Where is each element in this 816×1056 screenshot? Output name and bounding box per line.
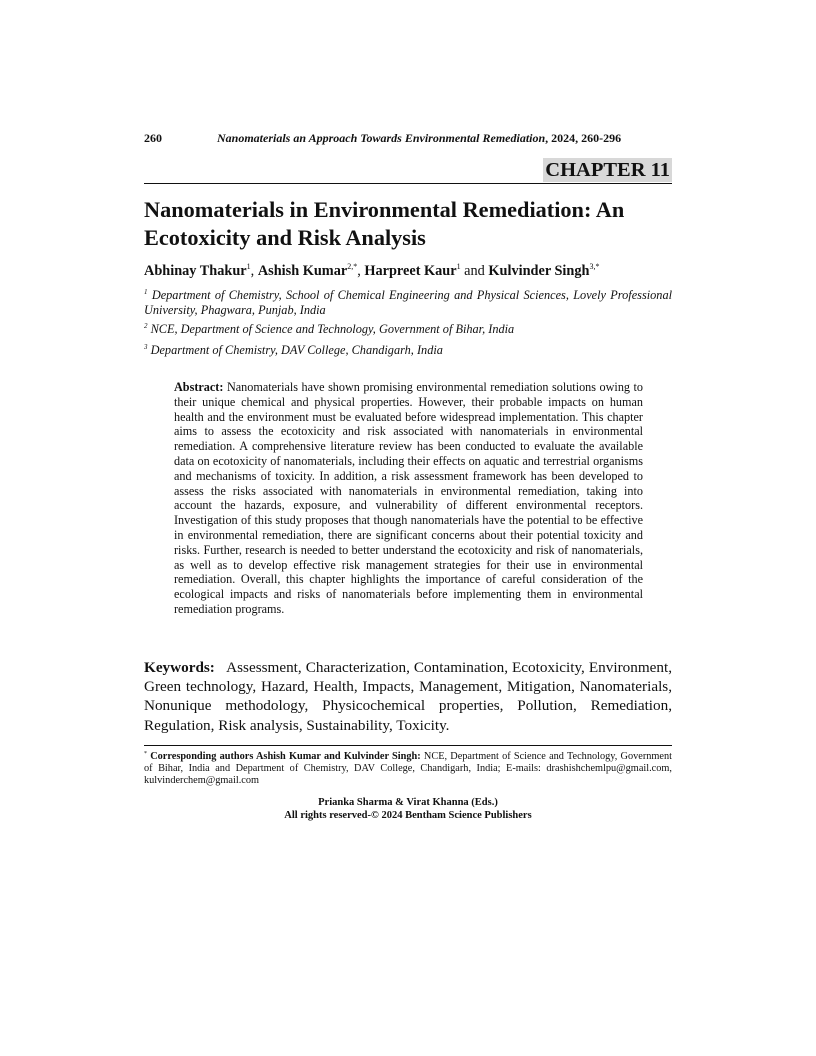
editors: Prianka Sharma & Virat Khanna (Eds.) <box>318 797 498 808</box>
author-name: Kulvinder Singh <box>488 263 590 279</box>
keywords-text: Assessment, Characterization, Contamination, Ecotoxicity, Environment, Green technology, Hazard, Health, Impacts, Management, Mitigation, Nanomaterials, Nonunique methodology, Physicochemical properties, Pollution, Remediation, Regulation, Risk analysis, Sustainability, Toxicity. <box>144 659 672 734</box>
affiliation-2 <box>144 319 672 337</box>
title-line-1: Nanomaterials in Environmental Remediation: An <box>144 197 625 222</box>
footnote-marker: * <box>144 751 147 757</box>
footnote-divider <box>144 745 672 746</box>
keywords-label: Keywords: <box>144 659 215 676</box>
affiliation-mark: 2 <box>144 322 148 330</box>
affiliation-mark: 3 <box>144 343 148 351</box>
affiliation-3 <box>144 340 672 358</box>
footnote <box>144 748 672 788</box>
author-affil-mark: 3,* <box>589 262 600 271</box>
author-affil-mark: 2,* <box>347 262 358 271</box>
abstract <box>174 380 643 617</box>
affiliation-text: Department of Chemistry, DAV College, Chandigarh, India <box>150 343 443 357</box>
affiliation-1 <box>144 285 672 318</box>
author-separator: and <box>460 263 489 279</box>
footnote-text: NCE, Department of Science and Technology, Government of Bihar, India and Department of Chemistry, DAV College, Chandigarh, India; E-mails: drashishchemlpu@gmail.com, kulvinderchem@gmail.com <box>144 751 673 787</box>
chapter-title <box>144 196 672 252</box>
journal-title <box>217 131 621 146</box>
rights: All rights reserved-© 2024 Bentham Science Publishers <box>284 809 532 821</box>
author-name: Abhinay Thakur <box>144 263 247 279</box>
publisher-block <box>144 797 672 822</box>
title-line-2: Ecotoxicity and Risk Analysis <box>144 225 426 250</box>
affiliation-mark: 1 <box>144 288 148 296</box>
footnote-label: Corresponding authors Ashish Kumar and Kulvinder Singh: <box>150 751 421 762</box>
author-name: Ashish Kumar <box>257 263 348 279</box>
author-list <box>144 262 684 280</box>
chapter-header <box>144 158 672 184</box>
author-separator: , <box>250 263 258 279</box>
book-details: , 2024, 260-296 <box>545 131 622 145</box>
author-separator: , <box>357 263 365 279</box>
book-title: Nanomaterials an Approach Towards Environmental Remediation <box>217 131 546 145</box>
chapter-label: CHAPTER 11 <box>545 159 670 181</box>
affiliation-text: NCE, Department of Science and Technology, Government of Bihar, India <box>150 322 515 336</box>
author-name: Harpreet Kaur <box>364 263 457 279</box>
abstract-text: Nanomaterials have shown promising environmental remediation solutions owing to their unique chemical and physical properties. However, their probable impacts on human health and the environment must be evaluated before widespread implementation. This chapter aims to assess the ecotoxicity and risk associated with nanomaterials in environmental remediation. A comprehensive literature review has been conducted to evaluate the available data on ecotoxicity of nanomaterials, including their effects on aquatic and terrestrial organisms and mechanisms of toxicity. In addition, a risk assessment framework has been developed to assess the risks associated with nanomaterials in environmental remediation, taking into account the hazards, exposure, and vulnerability of different environmental receptors. Investigation of this study proposes that though nanomaterials have the potential to be effective in environmental remediation, there are significant concerns about their potential toxicity and risks. Further, research is needed to better understand the ecotoxicity and risk of nanomaterials, as well as to develop effective risk management strategies for their use in environmental remediation. Overall, this chapter highlights the importance of careful consideration of the ecological impacts and risks of nanomaterials before implementing them in environmental remediation programs. <box>174 380 643 616</box>
abstract-label: Abstract: <box>174 380 224 394</box>
affiliation-text: Department of Chemistry, School of Chemical Engineering and Physical Sciences, Lovely Professional University, Phagwara, Punjab, India <box>144 288 673 317</box>
page-number: 260 <box>144 131 162 145</box>
keywords <box>144 658 672 735</box>
author-affil-mark: 1 <box>246 262 251 271</box>
author-affil-mark: 1 <box>456 262 461 271</box>
